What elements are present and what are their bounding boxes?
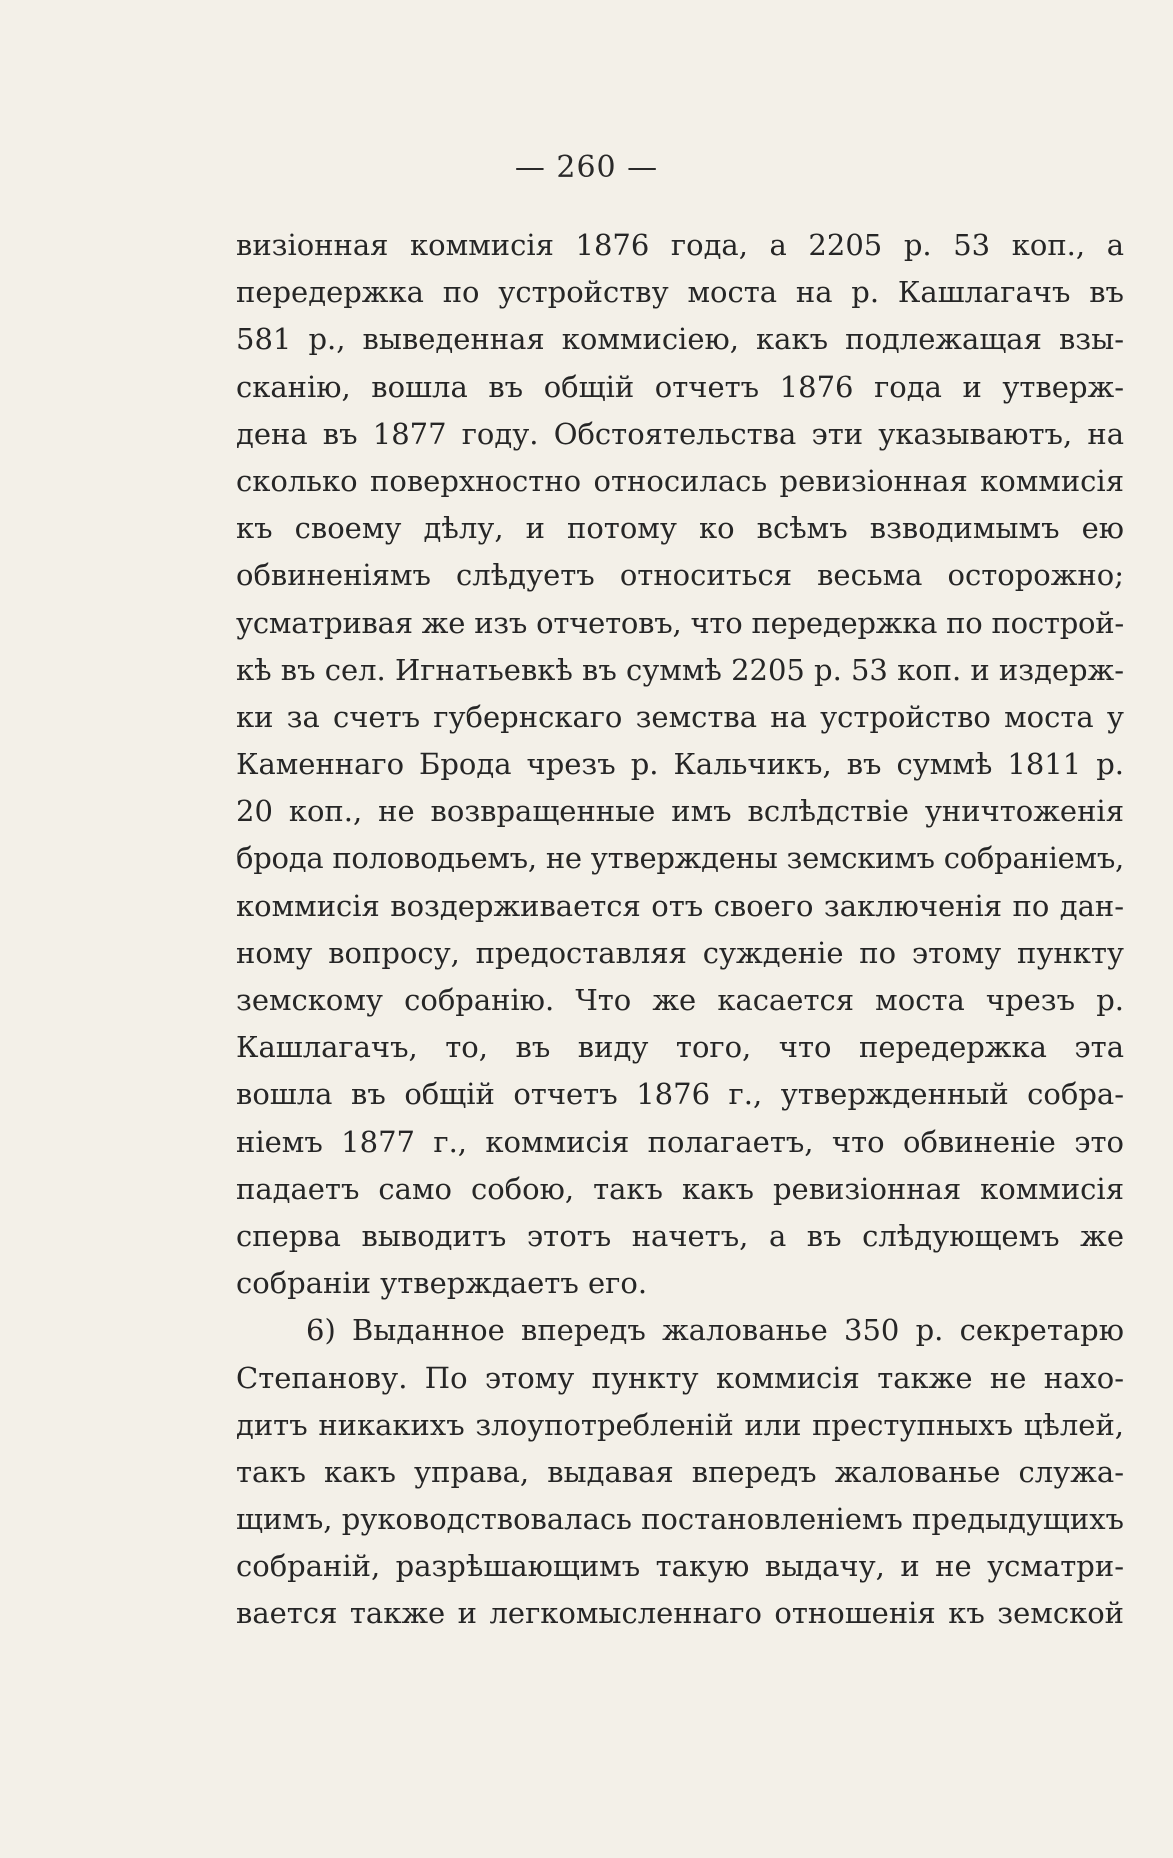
text-line: сперва выводитъ этотъ начетъ, а въ слѣдующемъ же <box>236 1218 1124 1253</box>
text-line: сколько поверхностно относилась ревизіонная коммисія <box>236 463 1124 498</box>
text-line: вается также и легкомысленнаго отношенія къ земской <box>236 1596 1124 1631</box>
text-line: передержка по устройству моста на р. Кашлагачъ въ <box>236 275 1124 310</box>
text-line: усматривая же изъ отчетовъ, что передержка по построй- <box>236 605 1124 640</box>
text-line: къ своему дѣлу, и потому ко всѣмъ взводимымъ ею <box>236 511 1124 546</box>
text-line: Каменнаго Брода чрезъ р. Кальчикъ, въ суммѣ 1811 р. <box>236 747 1124 782</box>
text-line: собраніи утверждаетъ его. <box>236 1266 648 1301</box>
text-line: вошла въ общій отчетъ 1876 г., утвержденный собра- <box>236 1077 1124 1112</box>
text-line: 581 р., выведенная коммисіею, какъ подлежащая взы- <box>236 322 1124 357</box>
text-line: брода половодьемъ, не утверждены земскимъ собраніемъ, <box>236 841 1124 876</box>
text-line: визіонная коммисія 1876 года, а 2205 р. 53 коп., а <box>236 228 1124 262</box>
body-text <box>236 222 1124 1638</box>
text-line: щимъ, руководствовалась постановленіемъ предыдущихъ <box>236 1502 1124 1537</box>
text-line: Степанову. По этому пункту коммисія также не нахо- <box>236 1360 1124 1395</box>
text-line: дитъ никакихъ злоупотребленій или преступныхъ цѣлей, <box>236 1407 1124 1442</box>
text-line: сканію, вошла въ общій отчетъ 1876 года и утверж- <box>236 369 1124 404</box>
text-line: падаетъ само собою, такъ какъ ревизіонная коммисія <box>236 1171 1124 1206</box>
text-line: дена въ 1877 году. Обстоятельства эти указываютъ, на <box>236 416 1124 451</box>
text-line: ніемъ 1877 г., коммисія полагаетъ, что обвиненіе это <box>236 1124 1124 1159</box>
text-line: ному вопросу, предоставляя сужденіе по этому пункту <box>236 935 1124 970</box>
text-line: обвиненіямъ слѣдуетъ относиться весьма осторожно; <box>236 558 1124 593</box>
text-line: земскому собранію. Что же касается моста чрезъ р. <box>236 983 1124 1017</box>
text-line: кѣ въ сел. Игнатьевкѣ въ суммѣ 2205 р. 53 коп. и издерж- <box>236 652 1124 687</box>
page-number: — 260 — <box>514 150 659 185</box>
text-line: Кашлагачъ, то, въ виду того, что передержка эта <box>236 1030 1124 1065</box>
text-line: 6) Выданное впередъ жалованье 350 р. секретарю <box>306 1313 1124 1348</box>
text-line: собраній, разрѣшающимъ такую выдачу, и не усматри- <box>236 1549 1124 1584</box>
text-line: ки за счетъ губернскаго земства на устройство моста у <box>236 699 1124 734</box>
text-line: такъ какъ управа, выдавая впередъ жалованье служа- <box>236 1454 1124 1489</box>
text-line: 20 коп., не возвращенные имъ вслѣдствіе уничтоженія <box>236 794 1124 829</box>
text-line: коммисія воздерживается отъ своего заключенія по дан- <box>236 888 1124 923</box>
